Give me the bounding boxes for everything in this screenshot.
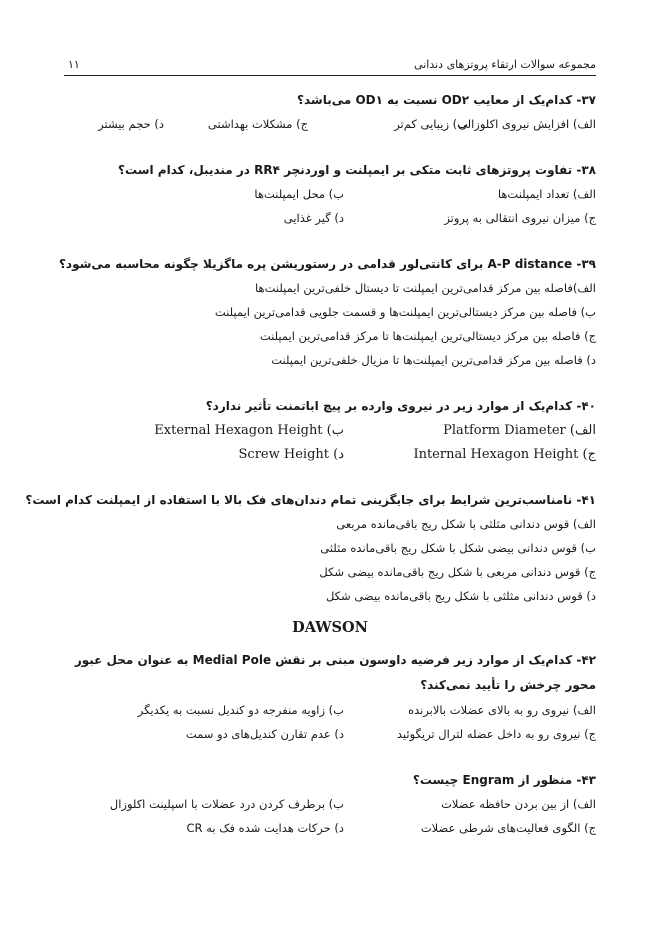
- option-d: د) Screw Height: [238, 446, 344, 462]
- option-a: الف) افزایش نیروی اکلوزالی: [458, 117, 596, 131]
- question-39: [58, 252, 596, 372]
- option-c: ج) مشکلات بهداشتی: [207, 117, 308, 131]
- option-d: د) عدم تقارن کندیل‌های دو سمت: [185, 727, 344, 741]
- question-text: ۴۳- منظور از Engram چیست؟: [412, 773, 596, 787]
- options-row: [64, 182, 596, 206]
- option-b: ب) برطرف کردن درد عضلات با اسپلینت اکلوزال: [109, 797, 344, 811]
- option-a: الف) نیروی رو به بالای عضلات بالابرنده: [408, 703, 596, 717]
- options-row: [64, 442, 596, 466]
- question-40: [64, 394, 596, 466]
- option-c: ج) الگوی فعالیت‌های شرطی عضلات: [420, 821, 596, 835]
- option-b: ب) زاویه منفرجه دو کندیل نسبت به یکدیگر: [137, 703, 344, 717]
- question-42: [64, 648, 596, 746]
- option-a: الف) قوس دندانی مثلثی با شکل ریج باقی‌مانده مربعی: [336, 517, 596, 531]
- options-row: [64, 816, 596, 840]
- options-row: [64, 792, 596, 816]
- header-rule: [64, 75, 596, 76]
- option-b: ب) محل ایمپلنت‌ها: [254, 187, 344, 201]
- option-c: ج) قوس دندانی مربعی با شکل ریج باقی‌مانده بیضی شکل: [319, 565, 596, 579]
- option-c: ج) نیروی رو به داخل عضله لترال تریگوئید: [396, 727, 596, 741]
- option-b: ب) فاصله بین مرکز دیستالی‌ترین ایمپلنت‌ها و قسمت جلویی قدامی‌ترین ایمپلنت: [214, 305, 596, 319]
- question-text: ۴۲- کدام‌یک از موارد زیر فرضیه داوسون مبنی بر نقش Medial Pole به عنوان محل عبور محور چرخش را تأیید نمی‌کند؟: [74, 653, 596, 692]
- options-row: [64, 418, 596, 442]
- option-b: ب) External Hexagon Height: [154, 422, 344, 438]
- option-a: الف) Platform Diameter: [443, 422, 596, 438]
- option-d: د) حرکات هدایت شده فک به CR: [186, 821, 344, 835]
- option-b: ب) زیبایی کم‌تر: [394, 117, 468, 131]
- option-d: د) گیر غذایی: [283, 211, 344, 225]
- question-text: ۳۷- کدام‌یک از معایب OD۲ نسبت به OD۱ می‌باشد؟: [297, 93, 596, 107]
- question-text: ۳۹- A-P distance برای کانتی‌لور قدامی در رستوریشن پره ماگزیلا چگونه محاسبه می‌شود؟: [58, 257, 596, 271]
- page-header: [64, 56, 596, 74]
- option-d: د) فاصله بین مرکز قدامی‌ترین ایمپلنت‌ها تا مزیال خلفی‌ترین ایمپلنت: [271, 353, 596, 367]
- question-43: [64, 768, 596, 840]
- options-row: [64, 722, 596, 746]
- option-a: الف)فاصله بین مرکز قدامی‌ترین ایمپلنت تا دیستال خلفی‌ترین ایمپلنت‌ها: [255, 281, 596, 295]
- options-row: [64, 698, 596, 722]
- options-row: [64, 206, 596, 230]
- option-b: ب) قوس دندانی بیضی شکل با شکل ریج باقی‌مانده مثلثی: [320, 541, 596, 555]
- question-38: [64, 158, 596, 230]
- question-text: ۴۰- کدام‌یک از موارد زیر در نیروی وارده بر پیچ اباتمنت تأثیر ندارد؟: [205, 399, 596, 413]
- question-text: ۳۸- تفاوت پروتزهای ثابت متکی بر ایمپلنت و اوردنچر RR۴ در مندیبل، کدام است؟: [118, 163, 596, 177]
- option-a: الف) از بین بردن حافظه عضلات: [441, 797, 596, 811]
- option-c: ج) فاصله بین مرکز دیستالی‌ترین ایمپلنت‌ها تا مرکز قدامی‌ترین ایمپلنت: [259, 329, 596, 343]
- option-a: الف) تعداد ایمپلنت‌ها: [497, 187, 596, 201]
- section-title: DAWSON: [292, 619, 368, 636]
- running-title: مجموعه سوالات ارتقاء پروتزهای دندانی: [414, 58, 596, 71]
- option-c: ج) Internal Hexagon Height: [413, 446, 596, 462]
- question-41: [25, 488, 596, 608]
- option-d: د) قوس دندانی مثلثی با شکل ریج باقی‌مانده بیضی شکل: [325, 589, 596, 603]
- option-c: ج) میزان نیروی انتقالی به پروتز: [444, 211, 596, 225]
- page-body: [25, 88, 596, 840]
- question-37: [64, 88, 596, 136]
- page-number: ۱۱: [68, 58, 80, 71]
- options-row: [64, 112, 596, 136]
- question-text: ۴۱- نامناسب‌ترین شرایط برای جایگزینی تمام دندان‌های فک بالا با استفاده از ایمپلنت کدام است؟: [25, 493, 596, 507]
- option-d: د) حجم بیشتر: [98, 117, 164, 131]
